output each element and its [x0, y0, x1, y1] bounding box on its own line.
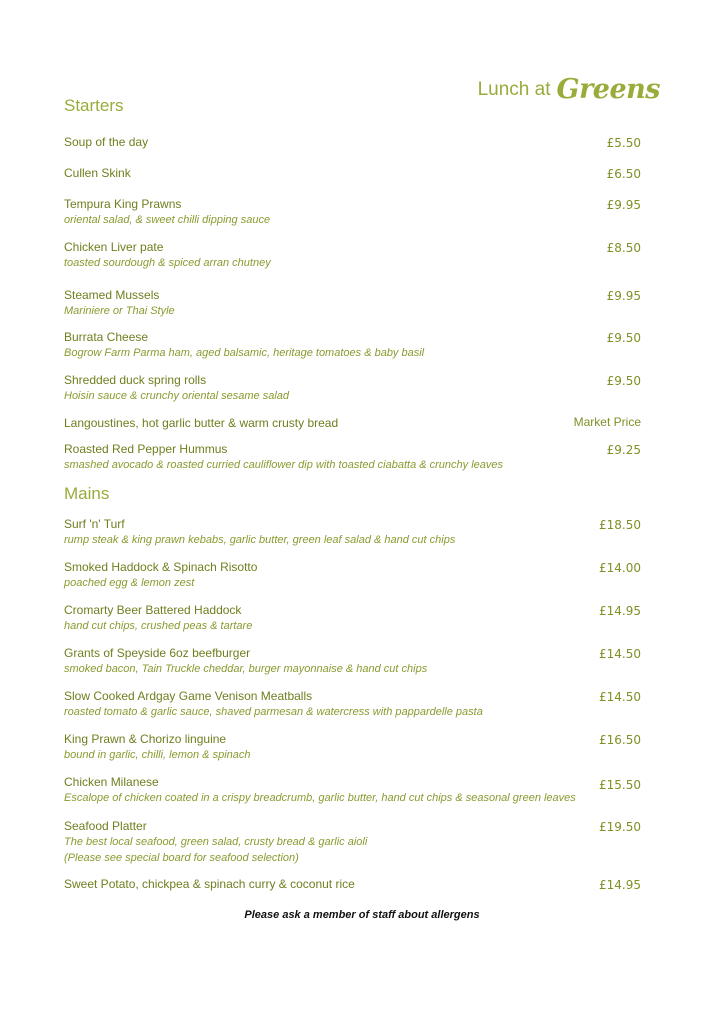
item-name: Cullen Skink — [64, 166, 131, 180]
item-name: Tempura King Prawns — [64, 197, 182, 211]
allergen-note: Please ask a member of staff about allergens — [244, 909, 480, 921]
menu-item — [64, 818, 641, 866]
item-description: bound in garlic, chilli, lemon & spinach — [64, 749, 251, 761]
item-price: £9.95 — [606, 198, 641, 212]
item-price: £14.50 — [599, 690, 641, 704]
item-name: Burrata Cheese — [64, 330, 149, 344]
item-name: Smoked Haddock & Spinach Risotto — [64, 560, 258, 574]
item-price: £14.95 — [599, 604, 641, 618]
item-name: Chicken Milanese — [64, 775, 159, 789]
item-price: £9.50 — [606, 331, 641, 345]
item-price: £15.50 — [599, 778, 641, 792]
item-name: King Prawn & Chorizo linguine — [64, 732, 227, 746]
item-name: Surf 'n' Turf — [64, 517, 125, 531]
menu-item — [64, 441, 641, 473]
menu-item — [64, 516, 641, 548]
item-description: Escalope of chicken coated in a crispy breadcrumb, garlic butter, hand cut chips & seasonal green leaves — [64, 792, 576, 804]
mains-heading: Mains — [64, 484, 110, 503]
menu-item — [64, 134, 641, 150]
item-price: £5.50 — [606, 136, 641, 150]
menu-item — [64, 559, 641, 591]
menu-item — [64, 196, 641, 228]
item-description-note: (Please see special board for seafood selection) — [64, 852, 299, 864]
menu-item — [64, 688, 641, 720]
item-price: £19.50 — [599, 820, 641, 834]
item-description: Hoisin sauce & crunchy oriental sesame salad — [64, 390, 290, 402]
menu-item — [64, 239, 641, 271]
menu-item — [64, 287, 641, 319]
item-description: oriental salad, & sweet chilli dipping sauce — [64, 214, 271, 226]
item-price: Market Price — [573, 415, 641, 429]
item-name: Soup of the day — [64, 135, 149, 149]
item-name: Langoustines, hot garlic butter & warm crusty bread — [64, 416, 339, 430]
item-price: £8.50 — [606, 241, 641, 255]
item-price: £9.50 — [606, 374, 641, 388]
brand-header — [478, 74, 660, 105]
item-price: £9.25 — [606, 443, 641, 457]
item-description: toasted sourdough & spiced arran chutney — [64, 257, 271, 269]
menu-item — [64, 415, 641, 431]
menu-item — [64, 731, 641, 763]
item-name: Seafood Platter — [64, 819, 147, 833]
item-name: Roasted Red Pepper Hummus — [64, 442, 228, 456]
menu-item — [64, 876, 641, 892]
item-name: Grants of Speyside 6oz beefburger — [64, 646, 251, 660]
starters-heading: Starters — [64, 96, 124, 115]
item-description: smoked bacon, Tain Truckle cheddar, burger mayonnaise & hand cut chips — [64, 663, 428, 675]
menu-item — [64, 774, 641, 806]
menu-item — [64, 372, 641, 404]
item-name: Shredded duck spring rolls — [64, 373, 207, 387]
menu-item — [64, 645, 641, 677]
item-description: rump steak & king prawn kebabs, garlic butter, green leaf salad & hand cut chips — [64, 534, 456, 546]
item-description: poached egg & lemon zest — [64, 577, 195, 589]
menu-item — [64, 329, 641, 361]
item-price: £18.50 — [599, 518, 641, 532]
menu-item — [64, 602, 641, 634]
item-price: £9.95 — [606, 289, 641, 303]
greens-logo: Greens — [556, 74, 660, 105]
item-description: roasted tomato & garlic sauce, shaved parmesan & watercress with pappardelle pasta — [64, 706, 483, 718]
item-name: Steamed Mussels — [64, 288, 160, 302]
item-name: Slow Cooked Ardgay Game Venison Meatballs — [64, 689, 313, 703]
brand-prefix: Lunch at — [477, 78, 551, 100]
item-description: The best local seafood, green salad, crusty bread & garlic aioli — [64, 836, 368, 848]
item-description: smashed avocado & roasted curried cauliflower dip with toasted ciabatta & crunchy leaves — [64, 459, 504, 471]
item-price: £16.50 — [599, 733, 641, 747]
item-price: £14.00 — [599, 561, 641, 575]
item-description: Mariniere or Thai Style — [64, 305, 175, 317]
menu-item — [64, 165, 641, 181]
item-description: Bogrow Farm Parma ham, aged balsamic, heritage tomatoes & baby basil — [64, 347, 425, 359]
item-name: Chicken Liver pate — [64, 240, 164, 254]
item-price: £6.50 — [606, 167, 641, 181]
item-price: £14.50 — [599, 647, 641, 661]
item-name: Cromarty Beer Battered Haddock — [64, 603, 242, 617]
item-price: £14.95 — [599, 878, 641, 892]
item-description: hand cut chips, crushed peas & tartare — [64, 620, 253, 632]
item-name: Sweet Potato, chickpea & spinach curry & coconut rice — [64, 877, 355, 891]
